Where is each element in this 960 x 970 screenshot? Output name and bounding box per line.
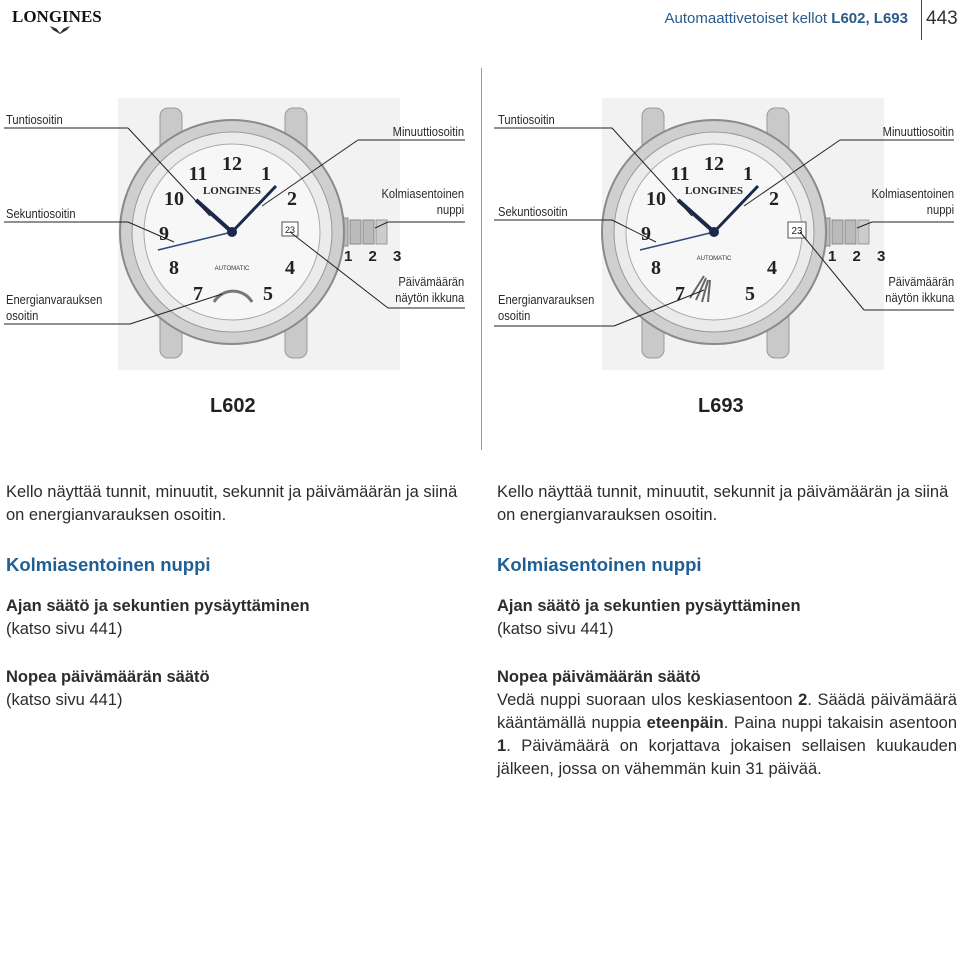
date-text-part-3: . Paina nuppi takaisin asentoon bbox=[723, 714, 957, 732]
label-hour-hand: Tuntiosoitin bbox=[6, 112, 63, 127]
dial-automatic: AUTOMATIC bbox=[696, 256, 732, 262]
dial-numeral-9: 9 bbox=[159, 223, 169, 245]
dial-numeral-1: 1 bbox=[743, 163, 753, 185]
crown-positions: 1 2 3 bbox=[344, 248, 408, 265]
dial-numeral-11: 11 bbox=[188, 163, 208, 185]
header-divider bbox=[921, 0, 922, 40]
label-crown-line2: nuppi bbox=[926, 202, 954, 217]
dial-numeral-8: 8 bbox=[651, 257, 661, 279]
column-divider bbox=[481, 68, 482, 450]
label-hour-hand: Tuntiosoitin bbox=[498, 112, 555, 127]
dial-numeral-4: 4 bbox=[767, 257, 777, 279]
label-seconds-hand: Sekuntiosoitin bbox=[6, 206, 76, 221]
label-date-window-line1: Päivämäärän bbox=[888, 274, 954, 289]
label-crown bbox=[871, 186, 954, 218]
label-power-reserve bbox=[498, 292, 594, 324]
label-seconds-hand: Sekuntiosoitin bbox=[498, 204, 568, 219]
page-number: 443 bbox=[926, 8, 958, 29]
label-date-window-line2: näytön ikkuna bbox=[884, 290, 954, 305]
left-date-title: Nopea päivämäärän säätö bbox=[6, 668, 210, 686]
right-date-title: Nopea päivämäärän säätö bbox=[497, 668, 701, 686]
header-title-prefix: Automaattivetoiset kellot bbox=[664, 10, 832, 27]
dial-brand: LONGINES bbox=[684, 185, 744, 197]
position-1-bold: 1 bbox=[497, 737, 507, 755]
right-section-title: Kolmiasentoinen nuppi bbox=[497, 554, 702, 575]
dial-numeral-12: 12 bbox=[704, 153, 724, 175]
left-setting-title: Ajan säätö ja sekuntien pysäyttäminen bbox=[6, 597, 310, 615]
left-column bbox=[6, 481, 466, 712]
right-date-instructions bbox=[497, 689, 957, 781]
dial-date: 23 bbox=[284, 225, 296, 235]
label-crown bbox=[381, 186, 464, 218]
model-title-l602: L602 bbox=[210, 395, 256, 417]
brand-wordmark: LONGINES bbox=[12, 7, 102, 26]
date-text-part-1: Vedä nuppi suoraan ulos keskiasentoon bbox=[497, 691, 799, 709]
right-column bbox=[497, 481, 957, 781]
label-date-window bbox=[885, 274, 954, 306]
crown-positions: 1 2 3 bbox=[828, 248, 892, 265]
label-date-window-line2: näytön ikkuna bbox=[394, 290, 464, 305]
winged-hourglass-logo-icon bbox=[12, 6, 122, 38]
label-crown-line1: Kolmiasentoinen bbox=[871, 186, 954, 201]
label-power-reserve bbox=[6, 292, 102, 324]
dial-numeral-5: 5 bbox=[263, 283, 273, 305]
label-power-reserve-line1: Energianvarauksen bbox=[498, 292, 595, 307]
dial-numeral-9: 9 bbox=[641, 223, 651, 245]
forward-bold: eteenpäin bbox=[646, 714, 724, 732]
left-setting-reference: (katso sivu 441) bbox=[6, 620, 123, 638]
page-header-title bbox=[665, 10, 908, 27]
label-date-window-line1: Päivämäärän bbox=[398, 274, 464, 289]
dial-numeral-12: 12 bbox=[222, 153, 242, 175]
dial-automatic: AUTOMATIC bbox=[214, 266, 250, 272]
dial-numeral-7: 7 bbox=[675, 283, 685, 305]
right-setting-reference: (katso sivu 441) bbox=[497, 620, 614, 638]
left-date-reference: (katso sivu 441) bbox=[6, 691, 123, 709]
label-minute-hand: Minuuttiosoitin bbox=[392, 124, 464, 139]
dial-numeral-8: 8 bbox=[169, 257, 179, 279]
dial-numeral-1: 1 bbox=[261, 163, 271, 185]
longines-logo bbox=[12, 6, 122, 34]
position-2-bold: 2 bbox=[798, 691, 808, 709]
dial-numeral-10: 10 bbox=[164, 188, 184, 210]
left-intro-paragraph: Kello näyttää tunnit, minuutit, sekunnit ja päivämäärän ja siinä on energianvarauksen osoitin. bbox=[6, 483, 458, 524]
dial-numeral-4: 4 bbox=[285, 257, 295, 279]
figure-l693 bbox=[484, 90, 960, 380]
left-section-title: Kolmiasentoinen nuppi bbox=[6, 554, 211, 575]
label-minute-hand: Minuuttiosoitin bbox=[882, 124, 954, 139]
dial-numeral-7: 7 bbox=[193, 283, 203, 305]
model-title-l693: L693 bbox=[698, 395, 744, 417]
label-crown-line1: Kolmiasentoinen bbox=[381, 186, 464, 201]
right-intro-paragraph: Kello näyttää tunnit, minuutit, sekunnit ja päivämäärän ja siinä on energianvarauksen osoitin. bbox=[497, 483, 949, 524]
dial-numeral-10: 10 bbox=[646, 188, 666, 210]
label-power-reserve-line2: osoitin bbox=[6, 308, 39, 323]
label-power-reserve-line1: Energianvarauksen bbox=[6, 292, 103, 307]
date-text-part-2: . Säädä päivämäärä kääntämällä nuppia bbox=[497, 691, 957, 732]
dial-date: 23 bbox=[791, 226, 803, 237]
figure-l602 bbox=[0, 90, 480, 380]
dial-numeral-11: 11 bbox=[670, 163, 690, 185]
dial-brand: LONGINES bbox=[202, 185, 262, 197]
label-power-reserve-line2: osoitin bbox=[498, 308, 531, 323]
date-text-part-4: . Päivämäärä on korjattava jokaisen sellaisen kuukauden jälkeen, jossa on vähemmän kuin 31 päivää. bbox=[497, 737, 957, 778]
label-crown-line2: nuppi bbox=[436, 202, 464, 217]
dial-numeral-2: 2 bbox=[287, 188, 297, 210]
right-setting-title: Ajan säätö ja sekuntien pysäyttäminen bbox=[497, 597, 801, 615]
label-date-window bbox=[395, 274, 464, 306]
header-title-models: L602, L693 bbox=[831, 10, 908, 27]
dial-numeral-5: 5 bbox=[745, 283, 755, 305]
dial-numeral-2: 2 bbox=[769, 188, 779, 210]
